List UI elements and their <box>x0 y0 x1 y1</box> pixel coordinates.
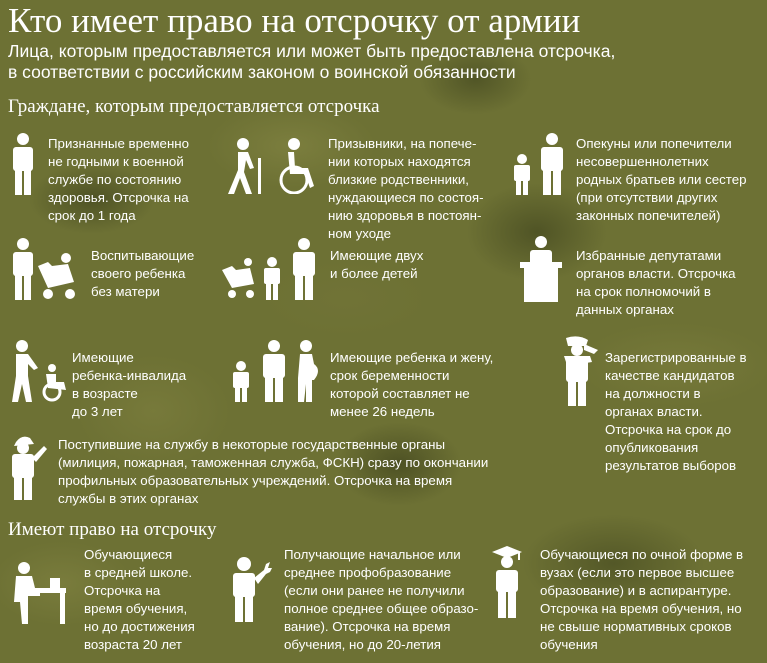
item-disabled-child: Имеющие ребенка-инвалида в возрасте до 3 лет <box>72 350 187 419</box>
guardian-with-child-icon <box>510 133 570 195</box>
section-heading-right-to-deferment: Имеют право на отсрочку <box>8 519 217 540</box>
subtitle-line: в соответствии с российским законом о воинской обязанности <box>8 62 516 82</box>
item-deputies: Избранные депутатами органов власти. Отсрочка на срок полномочий в данных органах <box>576 248 736 317</box>
item-vocational-students: Получающие начальное или среднее профобразование (если они ранее не получили полное среднее общее образо- вание). Отсрочка на время обучения, но до 20-летия <box>284 547 479 652</box>
item-state-service: Поступившие на службу в некоторые государственные органы (милиция, пожарная, таможенная служба, ФСКН) сразу по окончании профильных образовательных учреждений. Отсрочка на время службы в этих органах <box>58 437 489 506</box>
item-temporarily-unfit: Признанные временно не годными к военной службе по состоянию здоровья. Отсрочка на срок до 1 года <box>48 136 190 223</box>
item-pregnant-wife: Имеющие ребенка и жену, срок беременности которой составляет не менее 26 недель <box>330 350 494 419</box>
item-guardians: Опекуны или попечители несовершеннолетних родных братьев или сестер (при отсутствии других законных попечителей) <box>576 136 747 223</box>
standing-person-icon <box>8 133 38 195</box>
worker-with-wrench-icon <box>228 556 276 622</box>
item-candidates: Зарегистрированные в качестве кандидатов на должности в органах власти. Отсрочка на срок до опубликования результатов выборов <box>605 350 747 473</box>
item-university-students: Обучающиеся по очной форме в вузах (если это первое высшее образование) и в аспирантуре. Отсрочка на время обучения, но не свыше нормативных сроков обучения <box>540 547 744 652</box>
person-pushing-wheelchair-icon <box>8 340 68 402</box>
item-two-children: Имеющие двух и более детей <box>330 248 424 281</box>
elderly-and-wheelchair-icon <box>226 138 318 194</box>
item-single-father: Воспитывающие своего ребенка без матери <box>91 248 195 299</box>
section-heading-deferment-granted: Граждане, которым предоставляется отсрочка <box>8 96 380 117</box>
podium-speaker-icon <box>518 236 564 302</box>
item-relatives-care: Призывники, на попече- нии которых находятся близкие родственники, нуждающиеся по состоя- нию здоровья в постоян- ном уходе <box>328 136 484 241</box>
family-with-pregnant-wife-icon <box>230 340 322 402</box>
page-title: Кто имеет право на отсрочку от армии <box>8 1 581 40</box>
student-at-desk-icon <box>10 562 68 624</box>
father-with-stroller-icon <box>8 238 84 300</box>
subtitle-line: Лица, которым предоставляется или может быть предоставлена отсрочка, <box>8 41 616 61</box>
page-subtitle <box>8 41 615 83</box>
father-with-two-children-icon <box>220 238 322 300</box>
graduate-cap-icon <box>490 546 524 618</box>
firefighter-icon <box>8 434 48 500</box>
item-school-students: Обучающиеся в средней школе. Отсрочка на время обучения, но до достижения возраста 20 лет <box>84 547 195 652</box>
saluting-officer-icon <box>554 336 600 406</box>
